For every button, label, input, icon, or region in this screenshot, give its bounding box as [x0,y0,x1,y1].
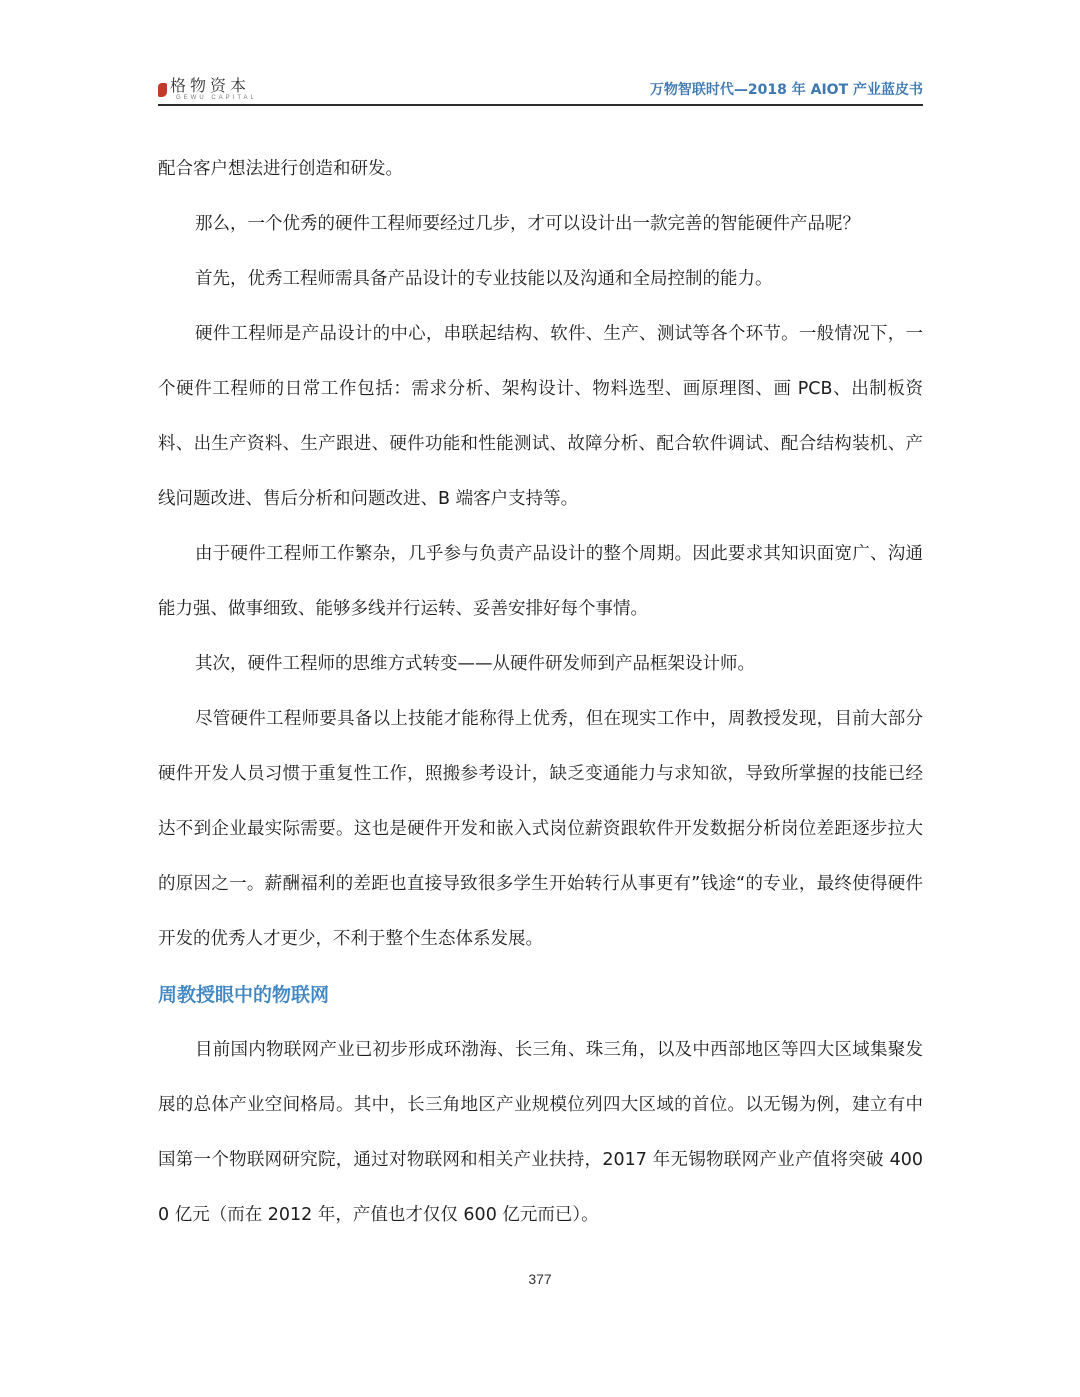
logo-text [170,75,257,101]
body-paragraph: 配合客户想法进行创造和研发。 [158,159,403,179]
document-title: 万物智联时代—2018 年 AIOT 产业蓝皮书 [649,82,923,98]
body-paragraph: 尽管硬件工程师要具备以上技能才能称得上优秀，但在现实工作中，周教授发现，目前大部分硬件开发人员习惯于重复性工作，照搬参考设计，缺乏变通能力与求知欲，导致所掌握的技能已经达不到企业最实际需要。这也是硬件开发和嵌入式岗位薪资跟软件开发数据分析岗位差距逐步拉大的原因之一。薪酬福利的差距也直接导致很多学生开始转行从事更有”钱途“的专业，最终使得硬件开发的优秀人才更少，不利于整个生态体系发展。 [158,709,923,949]
logo-seal-icon [158,83,167,97]
body-paragraph: 硬件工程师是产品设计的中心，串联起结构、软件、生产、测试等各个环节。一般情况下，一个硬件工程师的日常工作包括：需求分析、架构设计、物料选型、画原理图、画 PCB、出制板资料、出生产资料、生产跟进、硬件功能和性能测试、故障分析、配合软件调试、配合结构装机、产线问题改进、售后分析和问题改进、B 端客户支持等。 [158,324,923,509]
page-body [158,142,923,1243]
body-paragraph: 由于硬件工程师工作繁杂，几乎参与负责产品设计的整个周期。因此要求其知识面宽广、沟通能力强、做事细致、能够多线并行运转、妥善安排好每个事情。 [158,544,923,619]
body-paragraph: 首先，优秀工程师需具备产品设计的专业技能以及沟通和全局控制的能力。 [195,269,773,289]
logo-name-cn: 格物资本 [170,75,251,95]
page-number: 377 [528,1271,552,1287]
company-logo [158,76,257,102]
page-header [158,76,923,106]
section-heading: 周教授眼中的物联网 [158,984,330,1006]
section-paragraph: 目前国内物联网产业已初步形成环渤海、长三角、珠三角，以及中西部地区等四大区域集聚发展的总体产业空间格局。其中，长三角地区产业规模位列四大区域的首位。以无锡为例，建立有中国第一个物联网研究院，通过对物联网和相关产业扶持，2017 年无锡物联网产业产值将突破 4000 亿元（而在 2012 年，产值也才仅仅 600 亿元而已）。 [158,1040,923,1225]
logo-name-en: GEWU CAPITAL [176,94,257,101]
body-paragraph: 那么，一个优秀的硬件工程师要经过几步，才可以设计出一款完善的智能硬件产品呢？ [195,214,860,234]
body-paragraph: 其次，硬件工程师的思维方式转变——从硬件研发师到产品框架设计师。 [195,654,755,674]
